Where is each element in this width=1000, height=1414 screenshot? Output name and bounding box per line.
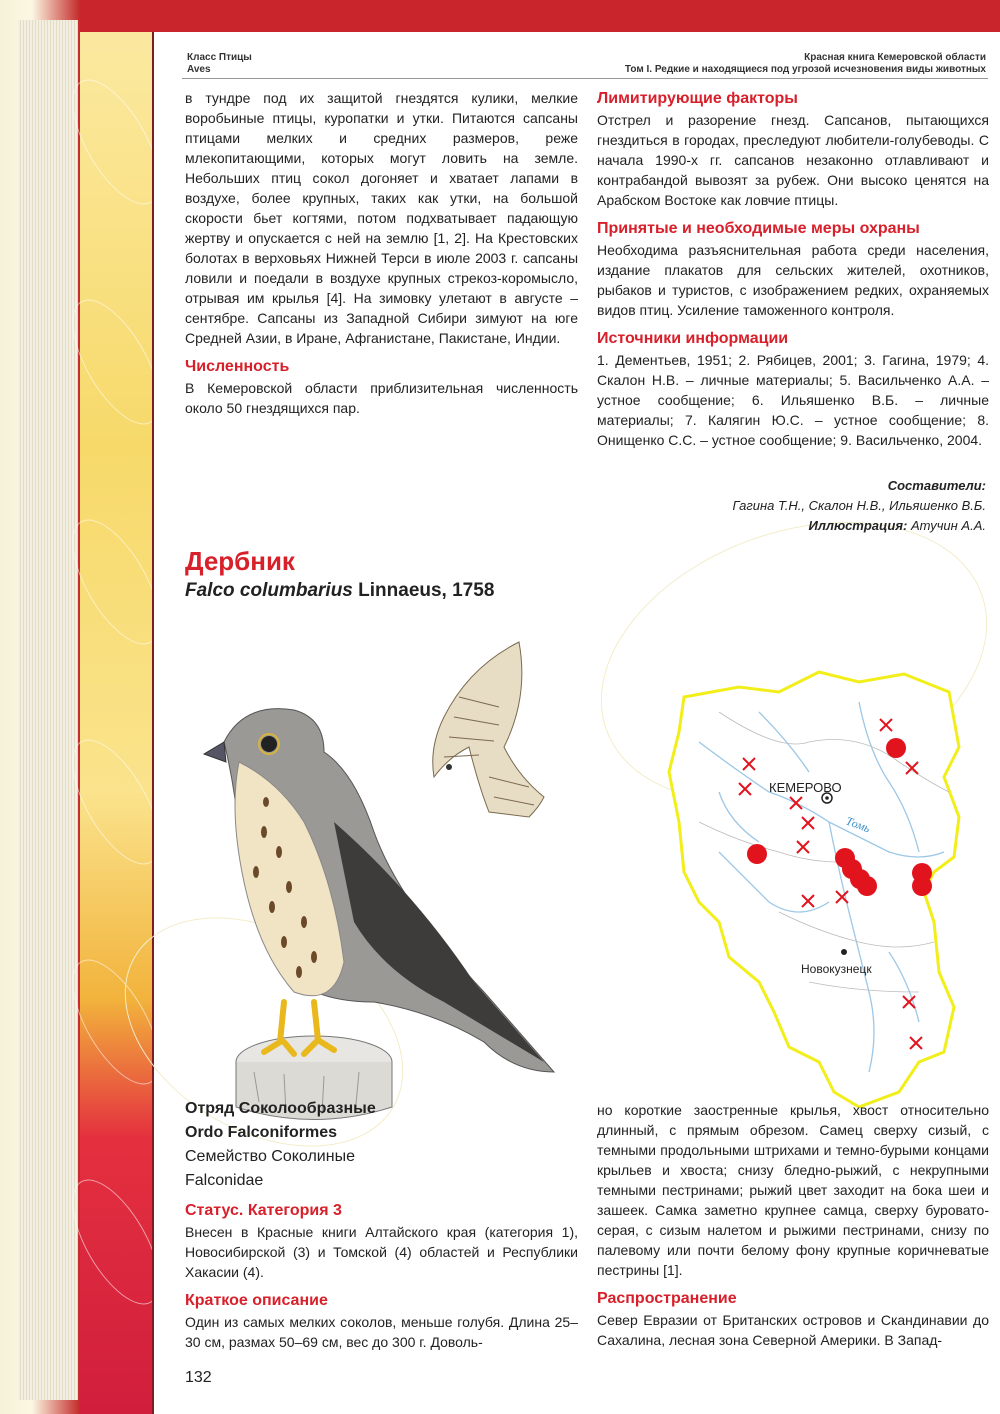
species-latin-name: Falco columbarius Linnaeus, 1758	[185, 580, 495, 601]
taxonomy-block: Отряд Соколообразные Ordo Falconiformes Семейство Соколиные Falconidae	[185, 1100, 376, 1189]
page-number: 132	[185, 1369, 212, 1386]
description-continued: но короткие заостренные крылья, хвост относительно длинный, с прямым обрезом. Самец сверху сизый, с темными продольными штрихами и темно-бурыми концами крыльев и хвоста; снизу бледно-рыжий, с некрупными темными пестринами; рыжий цвет заходит на бока шеи и зашеек. Самка заметно крупнее самца, сверху буровато-серая, с сизым налетом и рыжими пестринами, снизу по палевому или почти белому фону крупные коричневатые пестрины [1].	[597, 1102, 989, 1278]
distribution-map	[659, 652, 999, 1112]
city-label-novokuznetsk: Новокузнецк	[801, 962, 872, 976]
decorative-margin-strip	[80, 32, 152, 1414]
numbers-text: В Кемеровской области приблизительная численность около 50 гнездящихся пар.	[185, 380, 578, 416]
left-column-top	[185, 88, 578, 418]
compilers-label: Составители:	[887, 478, 986, 493]
river-label-tom: Томь	[843, 813, 873, 836]
heading-status: Статус. Категория 3	[185, 1202, 342, 1219]
protection-measures-text: Необходима разъяснительная работа среди населения, издание плакатов для сельских жителей, охотников, рыбаков и туристов, с изображением редких, охраняемых видов птиц. Усиление таможенного контроля.	[597, 242, 989, 318]
city-label-kemerovo: КЕМЕРОВО	[769, 780, 842, 795]
species-title: Дербник	[185, 546, 295, 576]
left-column-bottom	[185, 1200, 578, 1352]
compilers-names: Гагина Т.Н., Скалон Н.В., Ильяшенко В.Б.	[732, 498, 986, 513]
book-page	[152, 32, 1000, 1414]
right-column-bottom	[597, 1100, 989, 1350]
distribution-text: Север Евразии от Британских островов и Скандинавии до Сахалина, лесная зона Северной Америки. В Запад-	[597, 1312, 989, 1348]
running-header-right: Красная книга Кемеровской области Том I. Редкие и находящиеся под угрозой исчезновения виды животных	[624, 52, 986, 75]
merlin-flying-illustration	[419, 637, 559, 867]
heading-numbers: Численность	[185, 358, 290, 375]
right-column-top	[597, 88, 989, 450]
description-text: Один из самых мелких соколов, меньше голубя. Длина 25–30 см, размах 50–69 см, вес до 300 г. Доволь-	[185, 1314, 578, 1350]
compilers-block	[566, 476, 986, 536]
nutrition-paragraph: в тундре под их защитой гнездятся кулики, мелкие воробьиные птицы, куропатки и утки. Питаются сапсаны птицами мелких и средних размеров, реже млекопитающими, которых могут ловить на земле. Небольших птиц сокол догоняет и хватает лапами в воздухе, более крупных, таких как утки, на большой скорости бьет когтями, потом подхватывает падающую жертву и опускается с ней на землю [1, 2]. На Крестовских болотах в верховьях Нижней Терси в июле 2003 г. сапсаны ловили и поедали в воздухе крупных стрекоз-коромысло, отрывая им крылья [4]. На зимовку улетают в августе – сентябре. Сапсаны из Западной Сибири зимуют на юге Средней Азии, в Иране, Афганистане, Пакистане, Индии.	[185, 90, 578, 346]
heading-limiting-factors: Лимитирующие факторы	[597, 90, 798, 107]
heading-sources: Источники информации	[597, 330, 789, 347]
header-rule	[182, 78, 988, 79]
heading-distribution: Распространение	[597, 1290, 737, 1307]
illustration-label: Иллюстрация:	[808, 518, 908, 533]
heading-description: Краткое описание	[185, 1292, 328, 1309]
status-text: Внесен в Красные книги Алтайского края (категория 1), Новосибирской (3) и Томской (4) областей и Республики Хакасии (4).	[185, 1224, 578, 1280]
limiting-factors-text: Отстрел и разорение гнезд. Сапсанов, пытающихся гнездиться в городах, преследуют любители-голубеводы. С начала 1990-х гг. сапсанов незаконно отлавливают и контрабандой вывозят за рубеж. Они высоко ценятся на Арабском Востоке как ловчие птицы.	[597, 112, 989, 208]
sources-text: 1. Дементьев, 1951; 2. Рябицев, 2001; 3. Гагина, 1979; 4. Скалон Н.В. – личные материалы; 5. Васильченко А.А. – устное сообщение; 6. Ильяшенко В.Б. – личные материалы; 7. Калягин Ю.С. – устное сообщение; 8. Онищенко С.С. – устное сообщение; 9. Васильченко, 2004.	[597, 352, 989, 448]
running-header-left: Класс Птицы Aves	[187, 52, 252, 75]
heading-protection-measures: Принятые и необходимые меры охраны	[597, 220, 920, 237]
page-stack-edge	[18, 20, 78, 1400]
illustrator-name: Атучин А.А.	[910, 518, 986, 533]
